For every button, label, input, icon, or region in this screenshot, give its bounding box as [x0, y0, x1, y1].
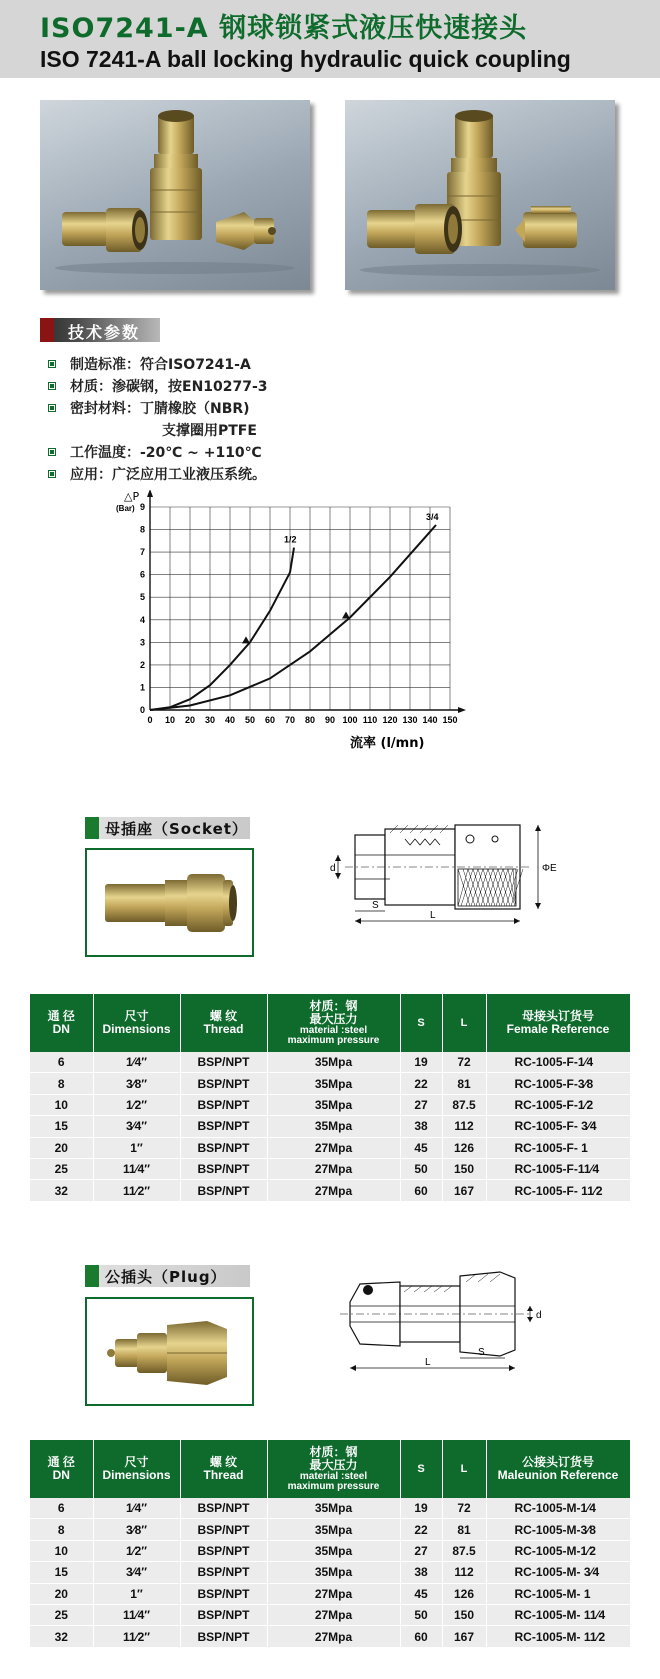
table-cell: 60 — [400, 1180, 442, 1201]
header-text: Dimensions — [102, 1468, 171, 1482]
table-cell: BSP/NPT — [180, 1562, 267, 1583]
y-tick-label: 9 — [139, 502, 145, 512]
section-marker — [40, 318, 54, 342]
table-cell: RC-1005-M- 11⁄4 — [486, 1604, 630, 1625]
coupling-photo-illustration — [345, 100, 615, 290]
y-axis-arrow-icon — [147, 490, 153, 497]
table-cell: 50 — [400, 1604, 442, 1625]
table-cell: 150 — [442, 1604, 486, 1625]
table-cell: 6 — [30, 1498, 93, 1519]
header-text: 尺寸 — [124, 1455, 149, 1469]
y-tick-label: 0 — [139, 705, 145, 715]
x-tick-label: 120 — [382, 715, 398, 725]
spec-item — [48, 398, 268, 420]
y-tick-label: 1 — [139, 682, 145, 693]
table-cell: 112 — [442, 1562, 486, 1583]
dim-label-s: S — [478, 1347, 485, 1358]
table-cell: 27Mpa — [267, 1180, 400, 1201]
table-cell: BSP/NPT — [180, 1583, 267, 1604]
table-row — [30, 1626, 630, 1647]
table-cell: 11⁄4″ — [93, 1158, 180, 1179]
table-cell: 81 — [442, 1073, 486, 1094]
table-cell: 35Mpa — [267, 1073, 400, 1094]
table-cell: 20 — [30, 1583, 93, 1604]
table-cell: 35Mpa — [267, 1540, 400, 1561]
plug-technical-drawing — [330, 1262, 570, 1377]
table-cell: 6 — [30, 1052, 93, 1073]
plug-photo-illustration — [87, 1299, 252, 1404]
table-cell: 72 — [442, 1052, 486, 1073]
table-row — [30, 1180, 630, 1201]
table-cell: RC-1005-M-3⁄8 — [486, 1519, 630, 1540]
table-cell: 27Mpa — [267, 1137, 400, 1158]
product-photo-right — [345, 100, 615, 290]
table-row — [30, 1094, 630, 1115]
header-text: Dimensions — [102, 1022, 171, 1036]
table-cell: RC-1005-F-1⁄2 — [486, 1094, 630, 1115]
table-cell: 35Mpa — [267, 1052, 400, 1073]
table-cell: BSP/NPT — [180, 1498, 267, 1519]
table-cell: 87.5 — [442, 1094, 486, 1115]
table-cell: RC-1005-M-1⁄4 — [486, 1498, 630, 1519]
col-header-l: L — [442, 994, 486, 1052]
table-cell: 1⁄2″ — [93, 1540, 180, 1561]
x-tick-label: 130 — [402, 715, 418, 725]
series-label: 1/2 — [284, 534, 297, 545]
table-cell: BSP/NPT — [180, 1094, 267, 1115]
spec-list — [48, 354, 268, 486]
coupling-photo-illustration — [40, 100, 310, 290]
bullet-icon — [48, 404, 56, 412]
table-row — [30, 1137, 630, 1158]
table-cell: 19 — [400, 1052, 442, 1073]
table-cell: 25 — [30, 1158, 93, 1179]
x-tick-label: 140 — [422, 715, 438, 725]
spec-text: 材质：渗碳钢，按EN10277-3 — [70, 379, 268, 395]
page-header — [0, 0, 660, 78]
plug-spec-table — [30, 1440, 631, 1648]
col-header-s: S — [400, 994, 442, 1052]
table-cell: BSP/NPT — [180, 1073, 267, 1094]
x-tick-label: 100 — [342, 715, 358, 725]
header-text: Thread — [203, 1468, 244, 1482]
page-title-en: ISO 7241-A ball locking hydraulic quick coupling — [40, 46, 571, 72]
table-cell: BSP/NPT — [180, 1137, 267, 1158]
table-cell: RC-1005-M- 3⁄4 — [486, 1562, 630, 1583]
table-cell: RC-1005-F-3⁄8 — [486, 1073, 630, 1094]
table-cell: 126 — [442, 1137, 486, 1158]
table-cell: 45 — [400, 1137, 442, 1158]
table-cell: 27Mpa — [267, 1626, 400, 1647]
col-header-thread — [180, 1440, 267, 1498]
table-row — [30, 1583, 630, 1604]
series-line-1 — [150, 548, 294, 710]
table-cell: 126 — [442, 1583, 486, 1604]
col-header-material — [267, 1440, 400, 1498]
table-cell: 1″ — [93, 1583, 180, 1604]
table-cell: 1⁄2″ — [93, 1094, 180, 1115]
flow-marker-icon — [342, 612, 350, 619]
col-header-l: L — [442, 1440, 486, 1498]
flow-marker-icon — [242, 636, 250, 643]
x-tick-label: 70 — [284, 715, 296, 725]
x-tick-label: 50 — [244, 715, 256, 725]
table-row — [30, 1519, 630, 1540]
table-cell: 3⁄4″ — [93, 1116, 180, 1137]
header-text: DN — [52, 1022, 70, 1036]
x-tick-label: 150 — [442, 715, 458, 725]
bullet-icon — [48, 382, 56, 390]
table-cell: 15 — [30, 1562, 93, 1583]
table-cell: 27Mpa — [267, 1158, 400, 1179]
table-cell: 1⁄4″ — [93, 1498, 180, 1519]
table-cell: 27 — [400, 1094, 442, 1115]
y-axis-label: △P — [124, 490, 140, 503]
col-header-material — [267, 994, 400, 1052]
socket-section-header — [85, 817, 250, 839]
header-text: 通 径 — [47, 1009, 75, 1023]
y-tick-label: 2 — [139, 659, 145, 670]
socket-technical-drawing — [330, 815, 570, 930]
socket-photo-illustration — [87, 850, 252, 955]
table-row — [30, 1498, 630, 1519]
table-cell: RC-1005-F-11⁄4 — [486, 1158, 630, 1179]
table-cell: BSP/NPT — [180, 1180, 267, 1201]
header-text: 螺 纹 — [209, 1009, 238, 1023]
spec-text: 制造标准：符合ISO7241-A — [70, 357, 251, 373]
table-cell: RC-1005-F-1⁄4 — [486, 1052, 630, 1073]
table-cell: 3⁄8″ — [93, 1519, 180, 1540]
header-text: 母接头订货号 — [521, 1009, 594, 1023]
table-cell: 11⁄2″ — [93, 1626, 180, 1647]
x-tick-label: 80 — [304, 715, 316, 725]
x-tick-label: 30 — [204, 715, 216, 725]
table-header-row — [30, 1440, 630, 1498]
table-cell: 60 — [400, 1626, 442, 1647]
header-text: 螺 纹 — [209, 1455, 238, 1469]
header-text: Female Reference — [506, 1022, 610, 1036]
x-tick-label: 60 — [264, 715, 276, 725]
header-text: 通 径 — [47, 1455, 75, 1469]
table-cell: 50 — [400, 1158, 442, 1179]
table-cell: 72 — [442, 1498, 486, 1519]
table-cell: 81 — [442, 1519, 486, 1540]
header-text: 尺寸 — [124, 1009, 149, 1023]
page-title-cn: ISO7241-A 钢球锁紧式液压快速接头 — [40, 13, 528, 44]
socket-section-title: 母插座（Socket） — [105, 820, 248, 838]
dim-label-phie: ΦE — [542, 863, 557, 874]
header-text: 最大压力 — [309, 1012, 358, 1026]
table-cell: 11⁄2″ — [93, 1180, 180, 1201]
table-cell: RC-1005-F- 3⁄4 — [486, 1116, 630, 1137]
header-text: Thread — [203, 1022, 244, 1036]
table-cell: BSP/NPT — [180, 1540, 267, 1561]
y-tick-label: 4 — [139, 614, 145, 625]
table-cell: 8 — [30, 1519, 93, 1540]
dim-label-s: S — [372, 900, 379, 911]
product-photo-left — [40, 100, 310, 290]
col-header-thread — [180, 994, 267, 1052]
header-text: Maleunion Reference — [497, 1468, 619, 1482]
table-cell: 22 — [400, 1073, 442, 1094]
table-cell: 27Mpa — [267, 1583, 400, 1604]
table-cell: 3⁄8″ — [93, 1073, 180, 1094]
col-header-s: S — [400, 1440, 442, 1498]
table-cell: 35Mpa — [267, 1116, 400, 1137]
table-cell: 15 — [30, 1116, 93, 1137]
y-tick-label: 7 — [139, 547, 145, 558]
spec-item — [48, 354, 268, 376]
table-cell: 1″ — [93, 1137, 180, 1158]
table-cell: 35Mpa — [267, 1498, 400, 1519]
table-cell: 22 — [400, 1519, 442, 1540]
table-cell: 10 — [30, 1094, 93, 1115]
header-text: material :steel — [299, 1025, 368, 1036]
dim-label-d: d — [330, 863, 336, 874]
table-cell: 38 — [400, 1562, 442, 1583]
table-cell: 8 — [30, 1073, 93, 1094]
table-cell: 32 — [30, 1626, 93, 1647]
y-tick-label: 8 — [139, 524, 145, 535]
header-text: 材质：钢 — [309, 1445, 358, 1459]
spec-item — [48, 420, 268, 442]
header-text: 公接头订货号 — [521, 1455, 594, 1469]
table-cell: 19 — [400, 1498, 442, 1519]
col-header-reference — [486, 994, 630, 1052]
table-cell: RC-1005-M- 11⁄2 — [486, 1626, 630, 1647]
header-text: maximum pressure — [287, 1481, 380, 1492]
plug-product-image — [85, 1297, 254, 1406]
table-cell: 87.5 — [442, 1540, 486, 1561]
x-tick-label: 110 — [362, 715, 378, 725]
bullet-icon — [48, 470, 56, 478]
socket-spec-table — [30, 994, 631, 1202]
table-cell: 112 — [442, 1116, 486, 1137]
x-axis-arrow-icon — [458, 707, 466, 713]
dim-label-l: L — [430, 910, 436, 921]
socket-product-image — [85, 848, 254, 957]
tech-section-header — [40, 318, 160, 342]
header-text: 最大压力 — [309, 1458, 358, 1472]
header-text: DN — [52, 1468, 70, 1482]
table-cell: RC-1005-F- 1 — [486, 1137, 630, 1158]
y-axis-unit: (Bar) — [116, 504, 135, 513]
table-cell: BSP/NPT — [180, 1052, 267, 1073]
spec-text: 支撑圈用PTFE — [162, 423, 257, 439]
section-marker — [85, 817, 99, 839]
table-cell: 35Mpa — [267, 1562, 400, 1583]
table-cell: 167 — [442, 1626, 486, 1647]
x-tick-label: 90 — [324, 715, 336, 725]
table-row — [30, 1073, 630, 1094]
table-cell: 11⁄4″ — [93, 1604, 180, 1625]
table-cell: 3⁄4″ — [93, 1562, 180, 1583]
table-cell: BSP/NPT — [180, 1626, 267, 1647]
table-cell: 25 — [30, 1604, 93, 1625]
table-cell: RC-1005-F- 11⁄2 — [486, 1180, 630, 1201]
series-label: 3/4 — [426, 512, 439, 523]
table-cell: 45 — [400, 1583, 442, 1604]
plug-section-header — [85, 1265, 250, 1287]
table-header-row — [30, 994, 630, 1052]
dim-label-d: d — [536, 1310, 542, 1321]
table-row — [30, 1604, 630, 1625]
x-tick-label: 20 — [184, 715, 196, 725]
header-text: maximum pressure — [287, 1035, 380, 1046]
bullet-icon — [48, 360, 56, 368]
table-row — [30, 1052, 630, 1073]
x-tick-label: 10 — [164, 715, 176, 725]
spec-text: 工作温度：-20℃ ~ +110℃ — [70, 445, 262, 461]
header-text: material :steel — [299, 1471, 368, 1482]
table-cell: 20 — [30, 1137, 93, 1158]
spec-text: 密封材料：丁腈橡胶（NBR) — [70, 401, 250, 417]
table-cell: RC-1005-M-1⁄2 — [486, 1540, 630, 1561]
dim-label-l: L — [425, 1357, 431, 1368]
table-cell: BSP/NPT — [180, 1116, 267, 1137]
y-tick-label: 3 — [139, 637, 145, 648]
table-cell: BSP/NPT — [180, 1604, 267, 1625]
spec-item — [48, 376, 268, 398]
table-cell: 35Mpa — [267, 1519, 400, 1540]
table-cell: BSP/NPT — [180, 1519, 267, 1540]
table-row — [30, 1116, 630, 1137]
table-cell: 38 — [400, 1116, 442, 1137]
col-header-dn — [30, 1440, 93, 1498]
header-text: 材质：钢 — [309, 999, 358, 1013]
col-header-dimensions — [93, 994, 180, 1052]
table-cell: BSP/NPT — [180, 1158, 267, 1179]
plug-section-title: 公插头（Plug） — [105, 1268, 227, 1286]
y-tick-label: 6 — [139, 569, 145, 580]
table-row — [30, 1158, 630, 1179]
table-row — [30, 1540, 630, 1561]
spec-text: 应用：广泛应用工业液压系统。 — [70, 467, 266, 483]
col-header-dimensions — [93, 1440, 180, 1498]
table-cell: 10 — [30, 1540, 93, 1561]
bullet-icon — [48, 448, 56, 456]
table-cell: 1⁄4″ — [93, 1052, 180, 1073]
table-cell: RC-1005-M- 1 — [486, 1583, 630, 1604]
tech-section-title: 技术参数 — [68, 323, 141, 342]
x-tick-label: 40 — [224, 715, 236, 725]
col-header-reference — [486, 1440, 630, 1498]
pressure-flow-chart — [110, 490, 490, 795]
table-cell: 27 — [400, 1540, 442, 1561]
table-cell: 32 — [30, 1180, 93, 1201]
table-cell: 167 — [442, 1180, 486, 1201]
spec-item — [48, 464, 268, 486]
table-row — [30, 1562, 630, 1583]
table-cell: 27Mpa — [267, 1604, 400, 1625]
x-tick-label: 0 — [147, 715, 153, 725]
section-marker — [85, 1265, 99, 1287]
x-axis-label: 流率 (l/mn) — [350, 736, 425, 751]
table-cell: 35Mpa — [267, 1094, 400, 1115]
col-header-dn — [30, 994, 93, 1052]
spec-item — [48, 442, 268, 464]
y-tick-label: 5 — [139, 592, 145, 603]
table-cell: 150 — [442, 1158, 486, 1179]
